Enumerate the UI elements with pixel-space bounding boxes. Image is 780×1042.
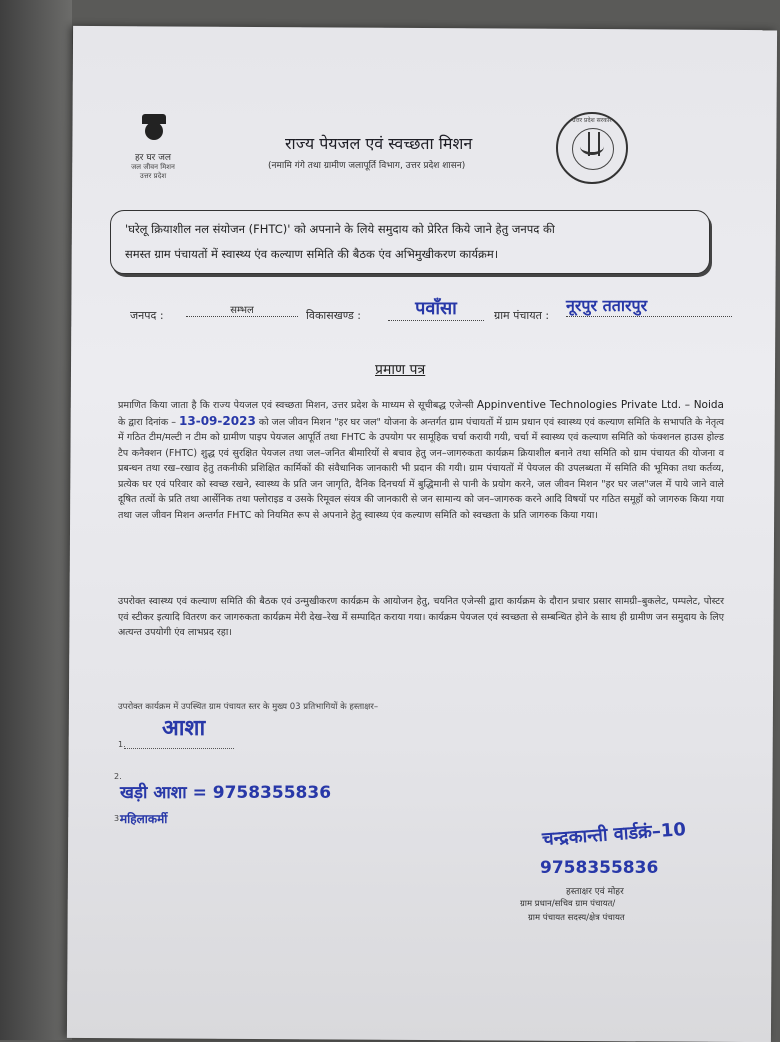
water-tap-icon <box>136 112 170 146</box>
block-label: विकासखण्ड : <box>306 309 362 322</box>
sign-and-seal-label: हस्ताक्षर एवं मोहर <box>566 887 624 897</box>
signature-line-1 <box>124 748 234 749</box>
program-date: 13-09-2023 <box>179 413 256 428</box>
certificate-paragraph-1 <box>118 398 724 523</box>
har-ghar-jal-logo <box>108 100 198 200</box>
certificate-title: प्रमाण पत्र <box>375 362 426 378</box>
participant-number-2: 2. <box>114 772 122 781</box>
logo-text-1: हर घर जल <box>135 153 171 163</box>
header-title: राज्य पेयजल एवं स्वच्छता मिशन <box>285 134 473 153</box>
participant-signature-2: खड़ी आशा = 9758355836 <box>120 783 332 803</box>
official-phone: 9758355836 <box>540 858 659 878</box>
program-banner <box>110 210 710 274</box>
participant-signature-1: आशा <box>162 716 206 741</box>
block-value: पवाँसा <box>388 296 484 321</box>
logo-text-3: उत्तर प्रदेश <box>139 172 167 180</box>
up-government-seal-icon <box>556 112 628 184</box>
certificate-paragraph-2: उपरोक्त स्वास्थ्य एवं कल्याण समिति की बैठक एवं उन्मुखीकरण कार्यक्रम के आयोजन हेतु, चयनित एजेन्सी द्वारा कार्यक्रम के दौरान प्रचार प्रसार सामग्री–बुकलेट, पम्पलेट, पोस्टर एवं स्टीकर इत्यादि वितरण कर जागरुकता कार्यक्रम मेरी देख–रेख में सम्पादित कराया गया। कार्यक्रम पेयजल एवं स्वच्छता से सम्बन्धित होने के साथ ही ग्रामीण जन समुदाय के लिए अत्यन्त उपयोगी एंव लाभप्रद रहा। <box>118 596 724 638</box>
official-signature: चन्द्रकान्ती वार्डक्रं–10 <box>541 819 687 850</box>
seal-text: उत्तर प्रदेश सरकार <box>572 117 612 124</box>
signatory-role-2: ग्राम पंचायत सदस्य/क्षेत्र पंचायत <box>528 913 625 923</box>
para1-intro: प्रमाणित किया जाता है कि राज्य पेयजल एवं स्वच्छता मिशन, उत्तर प्रदेश के माध्यम से सूचीबद्ध एजेन्सी <box>118 400 474 411</box>
participant-number-1: 1. <box>118 740 126 749</box>
signatory-role-1: ग्राम प्रधान/सचिव ग्राम पंचायत/ <box>520 899 616 909</box>
participants-intro: उपरोक्त कार्यक्रम में उपस्थित ग्राम पंचायत स्तर के मुख्य 03 प्रतिभागियों के हस्ताक्षर– <box>118 702 379 712</box>
district-label: जनपद : <box>130 309 164 322</box>
participant-number-3: 3. <box>114 814 122 823</box>
banner-line-2: समस्त ग्राम पंचायतों में स्वास्थ्य एंव कल्याण समिति की बैठक एंव अभिमुखीकरण कार्यक्रम। <box>125 247 499 261</box>
logo-text-2: जल जीवन मिशन <box>131 163 175 171</box>
header-subtitle: (नमामि गंगे तथा ग्रामीण जलापूर्ति विभाग, उत्तर प्रदेश शासन) <box>268 161 466 171</box>
banner-line-1: 'घरेलू क्रियाशील नल संयोजन (FHTC)' को अपनाने के लिये समुदाय को प्रेरित किये जाने हेतु जनपद की <box>125 222 555 236</box>
background-edge <box>0 0 72 1040</box>
district-value: सम्भल <box>186 302 298 317</box>
para1-date-label: के द्वारा दिनांक – <box>118 416 176 428</box>
panchayat-label: ग्राम पंचायत : <box>494 309 550 322</box>
participant-signature-3: महिलाकर्मी <box>120 812 168 826</box>
panchayat-value: नूरपुर ततारपुर <box>566 294 732 317</box>
agency-name: Appinventive Technologies Private Ltd. – Noida <box>476 399 724 411</box>
para1-body: को जल जीवन मिशन "हर घर जल" योजना के अन्तर्गत ग्राम पंचायतों में ग्राम प्रधान एवं स्वास्थ्य एवं कल्याण समिति के सभापति के नेतृत्व में गठित टीम/मल्टी न टीम को ग्रामीण पाइप पेयजल आपूर्ति तथा FHTC के उपयोग पर सामूहिक चर्चा करायी गयी, चर्चा में स्वास्थ्य एवं कल्याण समिति को फंक्शनल हाउस होल्ड टैप कनैक्शन (FHTC) शुद्ध एवं सुरक्षित पेयजल तथा जल–जनित बीमारियों से बचाव हेतु जन–जागरुकता कार्यक्रम क्रियाशील बनाने तथा समिति को ग्राम पंचायत की योजना व प्रबन्धन तथा रख–रखाव हेतु तकनीकी प्रशिक्षित कार्मिकों की संवैधानिक जानकारी भी प्रदान की गयी। ग्राम पंचायतों में पेयजल की उपलब्धता में समिति की भूमिका तथा कर्तव्य, प्रत्येक घर एवं परिवार को स्वच्छ रखने, स्वास्थ्य के प्रति जन जागृति, दैनिक दिनचर्या में बुद्धिमानी से पानी के प्रयोग करने, जल जीवन मिशन "हर घर जल"जल में पाये जाने वाले दूषित तत्वों के प्रति तथा आर्सेनिक तथा फ्लोराइड व उसके रिमूवल संयत्र की जानकारी से जन सामान्य को जन–जागरुक करने आदि विषयों पर गठित समूहों को जागरुक किया गया तथा जल जीवन मिशन अन्तर्गत FHTC को नियमित रूप से अपनाने हेतु स्वास्थ्य एंव कल्याण समिति को स्वच्छता के प्रति जागरुक किया गया। <box>118 416 724 521</box>
